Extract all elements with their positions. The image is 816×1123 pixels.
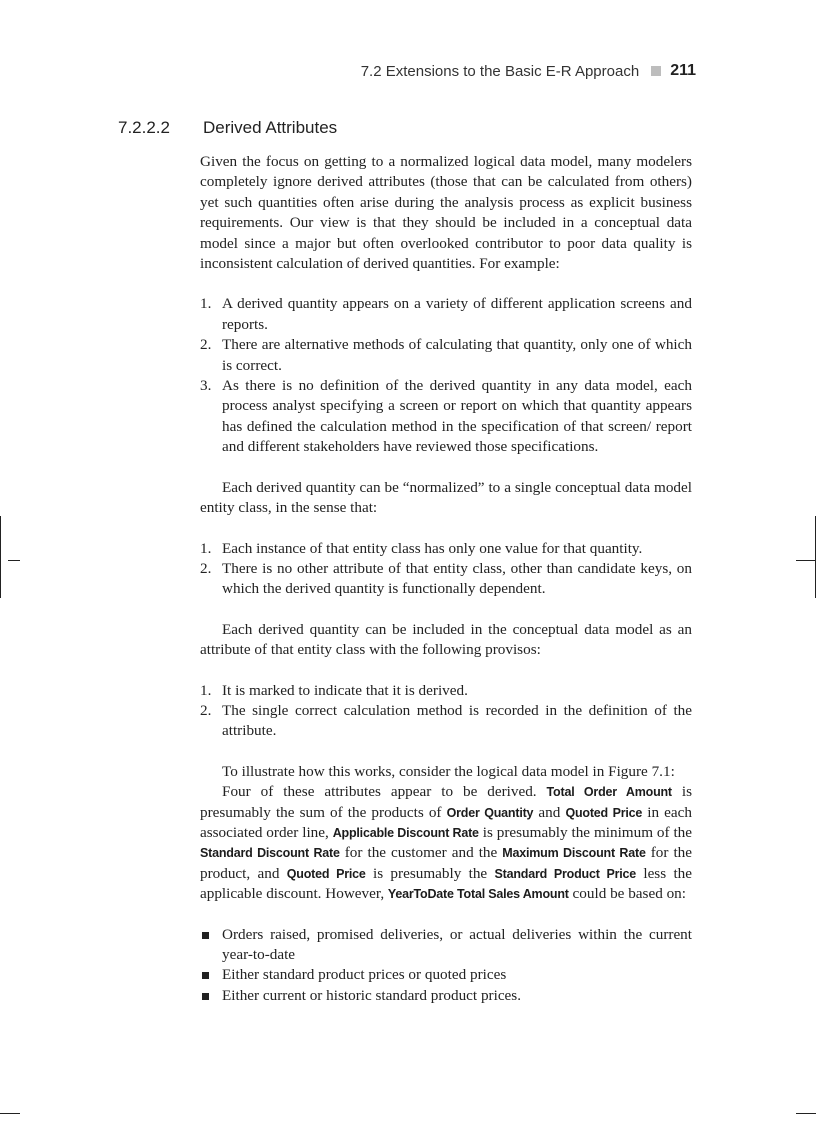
list-item: 1. A derived quantity appears on a variety of different application screens and reports. [200,295,692,333]
attribute-term: Total Order Amount [546,785,672,800]
attribute-term: Standard Discount Rate [200,846,340,861]
intro-paragraph: Given the focus on getting to a normalized logical data model, many modelers completely ignore derived attributes (those that can be calculated from others) yet such quantities often arise during the analysis process as explicit business requirements. Our view is that they should be included in a conceptual data model since a major but often overlooked contributor to poor data quality is inconsistent calculation of derived quantities. For example: [200,153,692,273]
running-head-section: 7.2 Extensions to the Basic E-R Approach [360,62,640,80]
list-item: 2. The single correct calculation method is recorded in the definition of the attribute. [200,701,692,740]
crop-mark [8,560,20,561]
list-item: 2. There is no other attribute of that entity class, other than candidate keys, on which the derived quantity is functionally dependent. [200,559,692,598]
list-item: 2. There are alternative methods of calculating that quantity, only one of which is correct. [200,336,692,374]
normalized-paragraph: Each derived quantity can be “normalized” to a single conceptual data model entity class, in the sense that: [200,478,692,517]
page-number: 211 [670,62,696,79]
section-title: Derived Attributes [203,118,338,137]
crop-mark [0,516,1,598]
attribute-term: Maximum Discount Rate [502,846,646,861]
crop-mark [796,560,816,561]
attribute-term: Quoted Price [286,866,366,881]
basis-bullet-list [200,925,692,1007]
attribute-term: Applicable Discount Rate [332,825,479,840]
list-item: 1. Each instance of that entity class has only one value for that quantity. [200,539,643,557]
square-separator-icon [651,66,661,76]
attribute-term: YearToDate Total Sales Amount [387,887,569,902]
list-item: 1. It is marked to indicate that it is derived. [200,681,468,699]
bullet-square-icon [202,972,209,979]
provisos-list [200,681,692,742]
condition-list [200,539,692,600]
attribute-term: Standard Product Price [494,866,637,881]
bullet-square-icon [202,932,209,939]
bullet-square-icon [202,993,209,1000]
list-item: 3. As there is no definition of the derived quantity in any data model, each process analyst specifying a screen or report on which that quantity appears has defined the calculation method in the specification of that screen/ report and different stakeholders have reviewed those specifications. [200,377,692,456]
attribute-term: Order Quantity [446,805,534,820]
bullet-item: Orders raised, promised deliveries, or actual deliveries within the current year-to-date [200,925,692,966]
body-text [200,152,692,1006]
section-number: 7.2.2.2 [118,118,170,137]
derived-attributes-paragraph: Four of these attributes appear to be derived. Total Order Amount is presumably the sum of the products of Order Quantity and Quoted Price in each associated order line, Applicable Discount Rate is presumably the minimum of the Standard Discount Rate for the customer and the Maximum Discount Rate for the product, and Quoted Price is presumably the Standard Product Price less the applicable discount. However, YearToDate Total Sales Amount could be based on: [200,783,693,903]
bullet-item: Either standard product prices or quoted prices [200,965,692,985]
section-heading [118,118,337,138]
example-list [200,294,692,457]
provisos-paragraph: Each derived quantity can be included in the conceptual data model as an attribute of that entity class with the following provisos: [200,620,692,659]
illustrate-paragraph: To illustrate how this works, consider the logical data model in Figure 7.1: [222,762,675,780]
attribute-term: Quoted Price [565,805,643,820]
bullet-item: Either current or historic standard product prices. [200,986,692,1006]
crop-mark [796,1113,816,1114]
running-head [361,62,696,80]
crop-mark [0,1113,20,1114]
